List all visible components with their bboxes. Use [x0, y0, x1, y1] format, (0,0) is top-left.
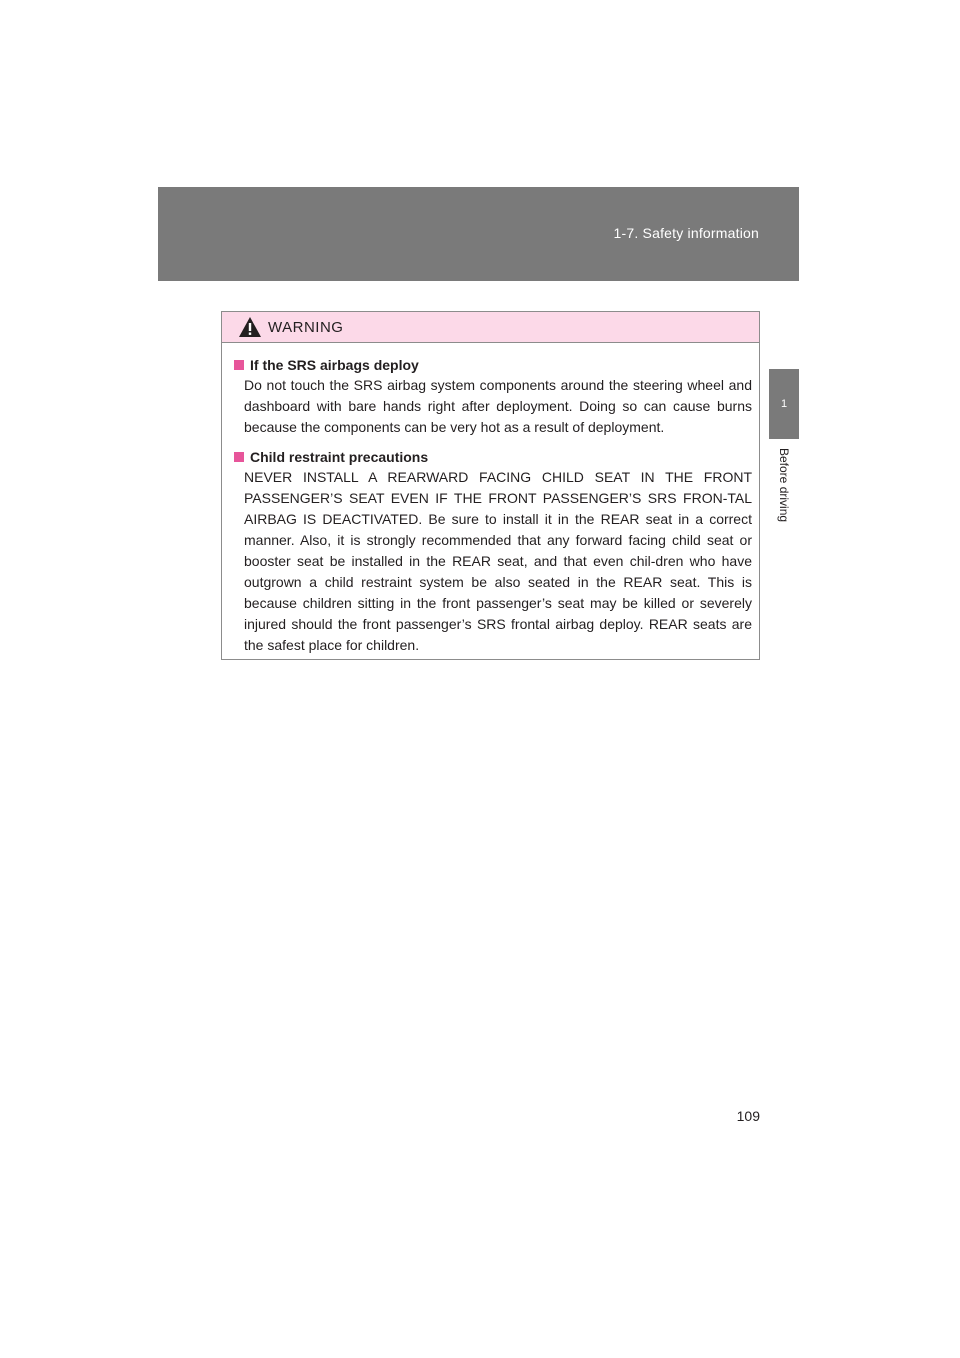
header-band	[158, 187, 799, 281]
warning-triangle-icon	[238, 316, 262, 338]
warning-box	[221, 311, 760, 660]
item-heading-text: Child restraint precautions	[250, 449, 429, 465]
item-text: NEVER INSTALL A REARWARD FACING CHILD SEAT IN THE FRONT PASSENGER’S SEAT EVEN IF THE FRONT PASSENGER’S SRS FRON-TAL AIRBAG IS DEACTIVATED. Be sure to install it in the REAR seat in a correct manner. Also, it is strongly recommended that any forward facing child seat or booster seat be installed in the REAR seat, and that even chil-dren who have outgrown a child restraint system be also seated in the REAR seat. This is because children sitting in the front passenger’s seat may be killed or severely injured should the front passenger’s SRS frontal airbag deploy. REAR seats are the safest place for children.	[244, 469, 752, 653]
warning-title: WARNING	[268, 318, 344, 336]
bullet-square-icon	[234, 360, 244, 370]
item-heading	[234, 355, 752, 375]
item-heading	[234, 447, 752, 467]
warning-item-airbag-deploy	[234, 355, 752, 438]
page-number: 109	[736, 1108, 760, 1124]
bullet-square-icon	[234, 452, 244, 462]
item-text: Do not touch the SRS airbag system components around the steering wheel and dashboard with bare hands right after deployment. Doing so can cause burns because the components can be very hot as a result of deployment.	[244, 377, 752, 435]
warning-body	[222, 343, 759, 656]
warning-header	[222, 312, 759, 343]
warning-item-child-restraint	[234, 447, 752, 656]
chapter-tab	[769, 369, 799, 439]
chapter-tab-number: 1	[780, 398, 788, 410]
chapter-tab-label: Before driving	[777, 448, 791, 523]
section-title: 1-7. Safety information	[613, 225, 759, 241]
item-heading-text: If the SRS airbags deploy	[250, 357, 419, 373]
